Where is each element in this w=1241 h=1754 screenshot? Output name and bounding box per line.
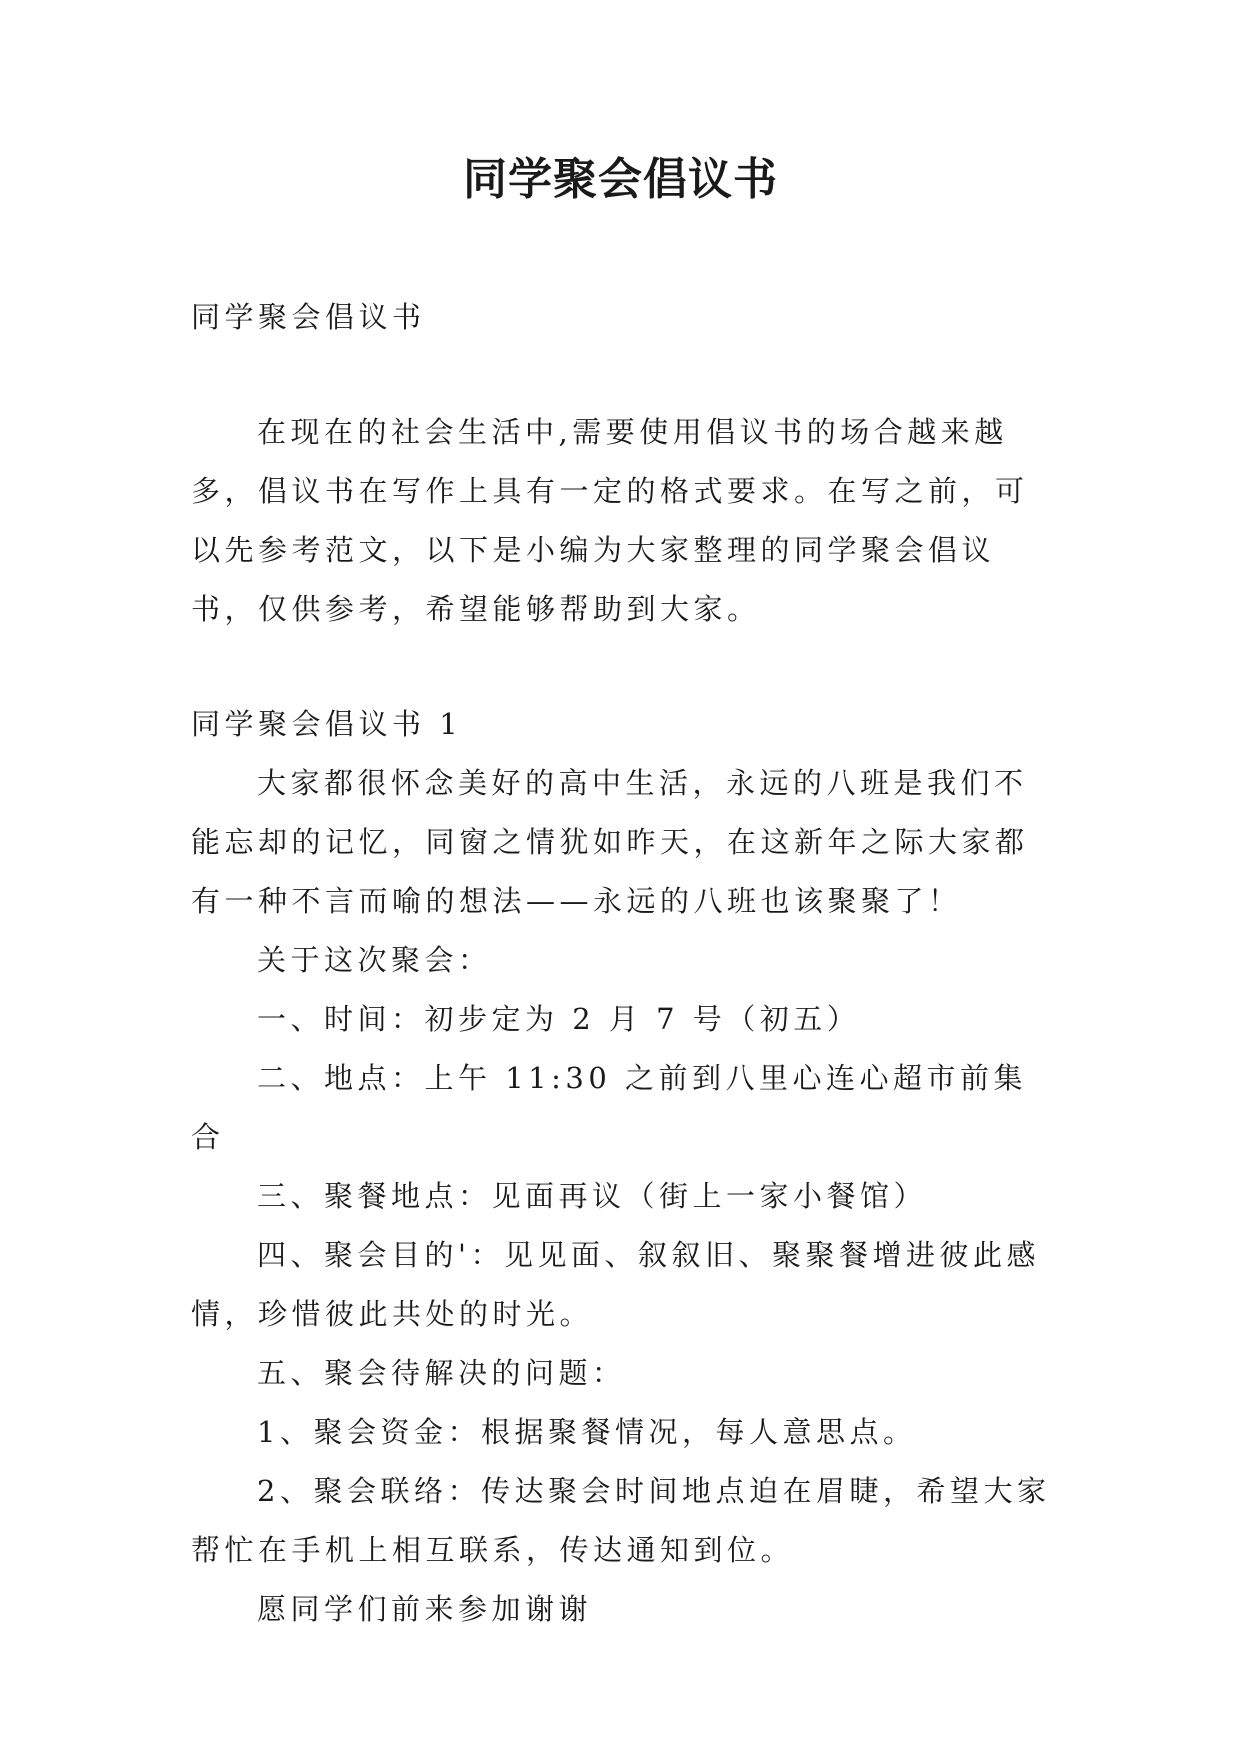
item-dining-location: 三、聚餐地点：见面再议（街上一家小餐馆） <box>257 1179 928 1213</box>
item-purpose: 四、聚会目的'：见见面、叙叙旧、聚聚餐增进彼此感情，珍惜彼此共处的时光。 <box>191 1238 1040 1331</box>
document-title: 同学聚会倡议书 <box>463 154 778 205</box>
item-location: 二、地点：上午 11:30 之前到八里心连心超市前集合 <box>191 1061 1028 1154</box>
section-heading: 同学聚会倡议书 1 <box>191 707 463 741</box>
paragraph-opening: 大家都很怀念美好的高中生活，永远的八班是我们不能忘却的记忆，同窗之情犹如昨天，在这新年之际大家都有一种不言而喻的想法——永远的八班也该聚聚了！ <box>191 766 1029 918</box>
intro-paragraph: 在现在的社会生活中,需要使用倡议书的场合越来越多，倡议书在写作上具有一定的格式要求。在写之前，可以先参考范文，以下是小编为大家整理的同学聚会倡议书，仅供参考，希望能够帮助到大家。 <box>191 415 1029 626</box>
item-issues: 五、聚会待解决的问题： <box>257 1356 626 1390</box>
paragraph-about: 关于这次聚会： <box>257 943 492 977</box>
issue-funding: 1、聚会资金：根据聚餐情况，每人意思点。 <box>257 1415 917 1449</box>
document-subtitle: 同学聚会倡议书 <box>191 300 426 334</box>
closing-line: 愿同学们前来参加谢谢 <box>257 1592 593 1626</box>
item-time: 一、时间：初步定为 2 月 7 号（初五） <box>257 1002 861 1036</box>
document-body <box>191 288 1059 1639</box>
issue-contact: 2、聚会联络：传达聚会时间地点迫在眉睫，希望大家帮忙在手机上相互联系，传达通知到位。 <box>191 1474 1051 1567</box>
